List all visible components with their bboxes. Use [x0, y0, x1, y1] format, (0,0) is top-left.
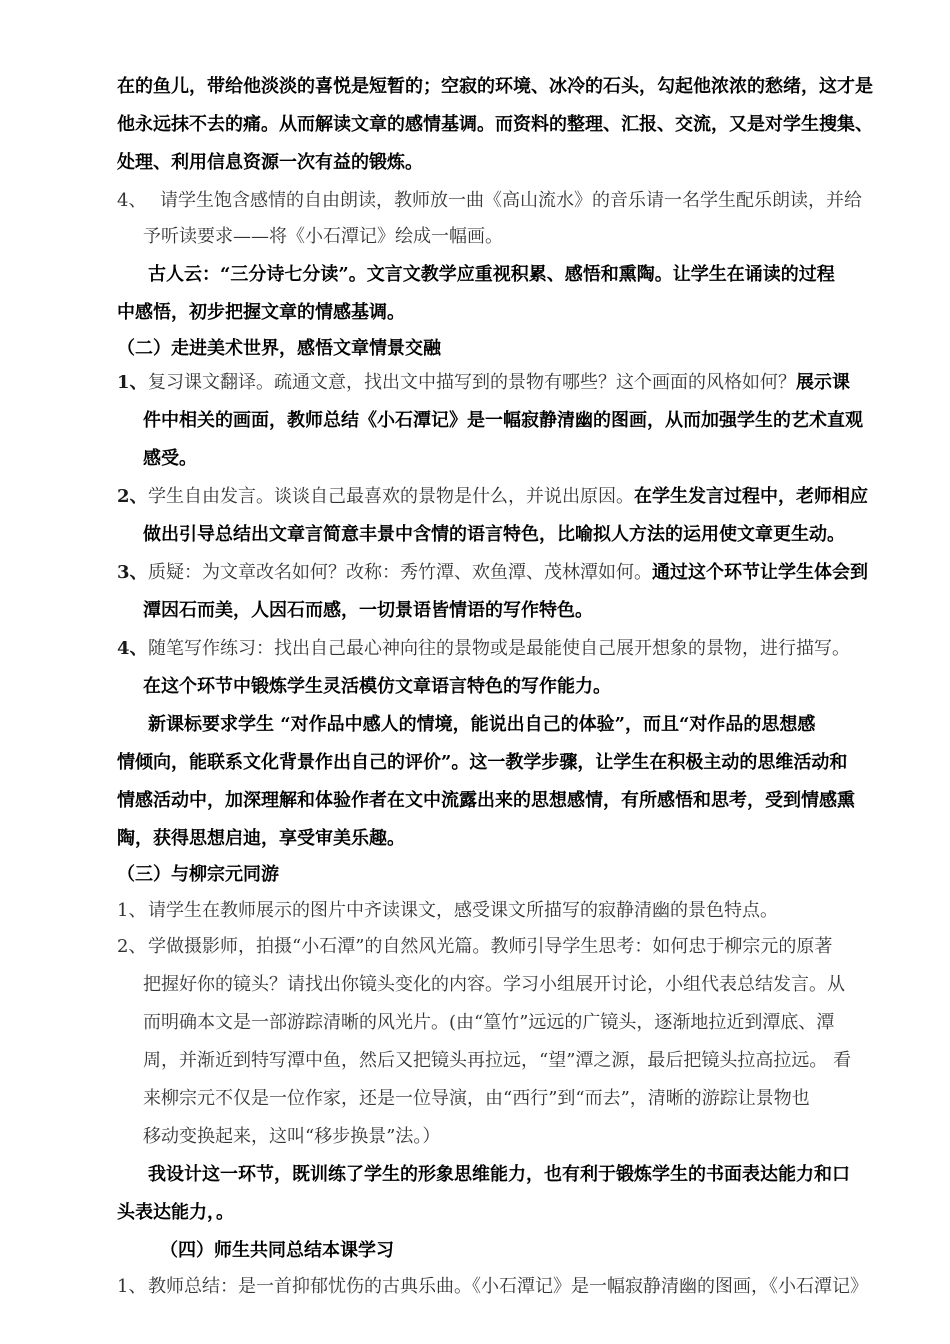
- section2-para-line-2: 情倾向，能联系文化背景作出自己的评价”。这一教学步骤，让学生在积极主动的思维活动和: [117, 752, 848, 773]
- section2-para-line-3: 情感活动中，加深理解和体验作者在文中流露出来的思想感情，有所感悟和思考，受到情感熏: [117, 790, 855, 811]
- section2-item2-line-2: 做出引导总结出文章言简意丰景中含情的语言特色，比喻拟人方法的运用使文章更生动。: [143, 524, 845, 545]
- section2-item1-number: 1、: [117, 372, 148, 393]
- section3-para-line-2: 头表达能力，。: [117, 1202, 234, 1223]
- section3-item1-text: 请学生在教师展示的图片中齐读课文，感受课文所描写的寂静清幽的景色特点。: [148, 900, 778, 921]
- section3-para-line-1: 我设计这一环节，既训练了学生的形象思维能力，也有利于锻炼学生的书面表达能力和口: [148, 1164, 850, 1185]
- section3-item2-line-5: 来柳宗元不仅是一位作家，还是一位导演，由“西行”到“而去”，清晰的游踪让景物也: [143, 1088, 810, 1109]
- section2-item3-line-2: 潭因石而美，人因石而感，一切景语皆情语的写作特色。: [143, 600, 593, 621]
- section3-item2-number: 2、: [117, 936, 147, 957]
- section4-heading: （四）师生共同总结本课学习: [160, 1240, 394, 1261]
- intro-line-2: 他永远抹不去的痛。从而解读文章的感情基调。而资料的整理、汇报、交流，又是对学生搜集、: [117, 114, 873, 135]
- intro-line-1: 在的鱼儿，带给他淡淡的喜悦是短暂的；空寂的环境、冰冷的石头，勾起他浓浓的愁绪，这才是: [117, 76, 873, 97]
- item4-number: 4、: [117, 190, 147, 211]
- section2-item1-line-3: 感受。: [143, 448, 197, 469]
- section2-item4-line-1: 随笔写作练习：找出自己最心神向往的景物或是最能使自己展开想象的景物，进行描写。: [148, 638, 850, 659]
- section2-item2-plain: 学生自由发言。谈谈自己最喜欢的景物是什么，并说出原因。: [148, 486, 634, 507]
- section2-heading: （二）走进美术世界，感悟文章情景交融: [117, 338, 441, 359]
- section2-item1-line-2: 件中相关的画面，教师总结《小石潭记》是一幅寂静清幽的图画，从而加强学生的艺术直观: [143, 410, 863, 431]
- section3-item2-line-1: 学做摄影师，拍摄“小石潭”的自然风光篇。教师引导学生思考：如何忠于柳宗元的原著: [148, 936, 833, 957]
- section4-item1-text: 教师总结：是一首抑郁忧伤的古典乐曲。《小石潭记》是一幅寂静清幽的图画，《小石潭记》: [148, 1276, 868, 1297]
- section3-item2-line-2: 把握好你的镜头？请找出你镜头变化的内容。学习小组展开讨论，小组代表总结发言。从: [143, 974, 845, 995]
- section2-item2-number: 2、: [117, 486, 148, 507]
- section2-item1-bold: 展示课: [796, 372, 850, 393]
- section3-item2-line-6: 移动变换起来，这叫“移步换景”法。）: [143, 1126, 441, 1147]
- section3-item1-number: 1、: [117, 900, 147, 921]
- section3-heading: （三）与柳宗元同游: [117, 864, 279, 885]
- section2-item2-bold: 在学生发言过程中，老师相应: [634, 486, 868, 507]
- ancient-para-line-1: 古人云：“三分诗七分读”。文言文教学应重视积累、感悟和熏陶。让学生在诵读的过程: [148, 264, 835, 285]
- item4-line-2: 予听读要求——将《小石潭记》绘成一幅画。: [143, 226, 503, 247]
- section2-para-line-4: 陶，获得思想启迪，享受审美乐趣。: [117, 828, 405, 849]
- intro-line-3: 处理、利用信息资源一次有益的锻炼。: [117, 152, 423, 173]
- section2-item4-number: 4、: [117, 638, 148, 659]
- section2-item1-line-1: [148, 370, 850, 396]
- section4-item1-number: 1、: [117, 1276, 147, 1297]
- item4-line-1: 请学生饱含感情的自由朗读，教师放一曲《高山流水》的音乐请一名学生配乐朗读，并给: [160, 190, 862, 211]
- section2-para-line-1: 新课标要求学生 “对作品中感人的情境，能说出自己的体验”，而且“对作品的思想感: [148, 714, 816, 735]
- section2-item3-number: 3、: [117, 562, 148, 583]
- section2-item4-line-2: 在这个环节中锻炼学生灵活模仿文章语言特色的写作能力。: [143, 676, 611, 697]
- section2-item3-bold: 通过这个环节让学生体会到: [652, 562, 868, 583]
- section3-item2-line-3: 而明确本文是一部游踪清晰的风光片。(由“篁竹”远远的广镜头，逐渐地拉近到潭底、潭: [143, 1012, 835, 1033]
- ancient-para-line-2: 中感悟，初步把握文章的情感基调。: [117, 302, 405, 323]
- section2-item1-plain: 复习课文翻译。疏通文意，找出文中描写到的景物有哪些？这个画面的风格如何？: [148, 372, 796, 393]
- section2-item3-line-1: [148, 560, 868, 586]
- section2-item3-plain: 质疑：为文章改名如何？改称：秀竹潭、欢鱼潭、茂林潭如何。: [148, 562, 652, 583]
- section2-item2-line-1: [148, 484, 868, 510]
- section3-item2-line-4: 周，并渐近到特写潭中鱼，然后又把镜头再拉远，“望”潭之源，最后把镜头拉高拉远。 看: [143, 1050, 852, 1071]
